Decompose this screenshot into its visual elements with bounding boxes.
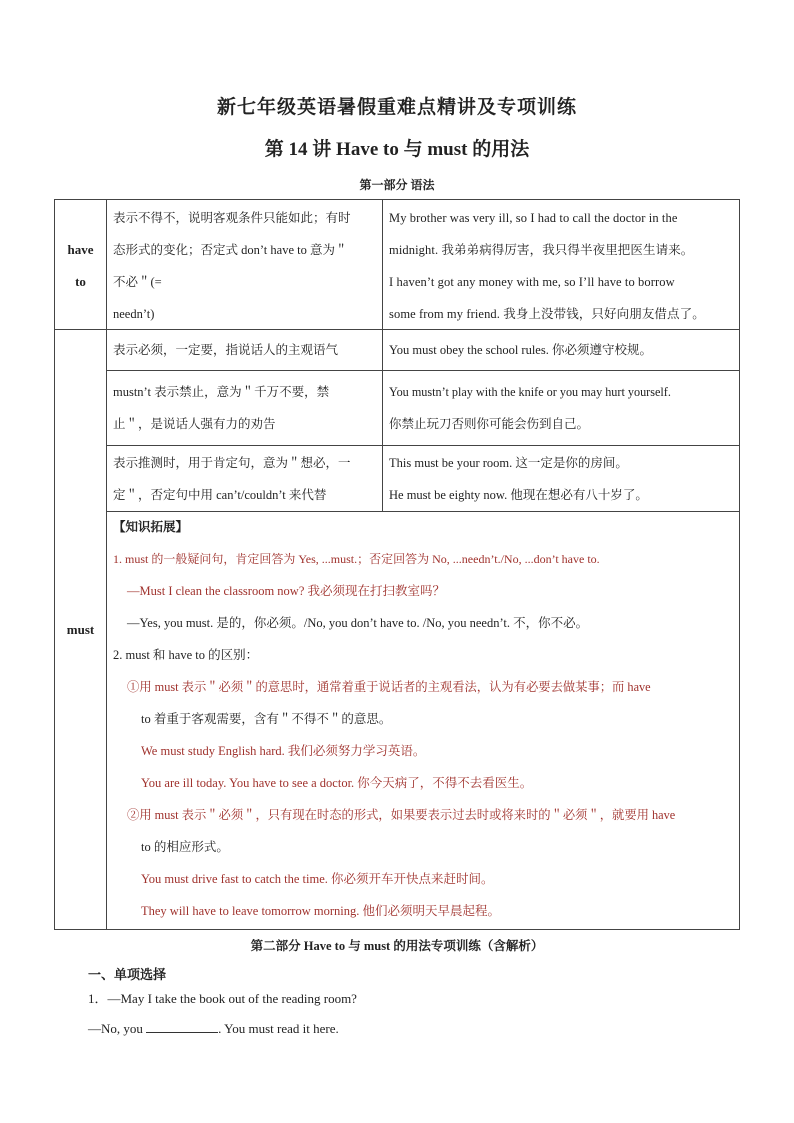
lesson-title: 第 14 讲 Have to 与 must 的用法 — [264, 139, 530, 160]
have-to-label — [55, 234, 106, 298]
must-row1-examples — [389, 334, 737, 366]
desc-line: needn’t) — [113, 307, 155, 321]
question-1-answer-line — [88, 1020, 339, 1037]
example-line: You must obey the school rules. 你必须遵守校规。 — [389, 343, 652, 357]
part1-heading: 第一部分 语法 — [359, 178, 435, 192]
must-label: must — [66, 622, 95, 637]
must-row3-examples — [389, 447, 737, 511]
extension-line: —Must I clean the classroom now? 我必须现在打扫教室吗？ — [127, 584, 446, 598]
answer-blank[interactable] — [146, 1020, 218, 1033]
extension-line: ①用 must 表示＂必须＂的意思时，通常着重于说话者的主观看法，认为有必要去做某事；而 have — [127, 680, 651, 694]
example-line: You mustn’t play with the knife or you may hurt yourself. — [389, 385, 671, 399]
desc-line: 表示推测时，用于肯定句，意为＂想必，一 — [113, 456, 351, 470]
have-to-description — [113, 202, 379, 330]
have-to-label-line1: have — [67, 242, 94, 257]
example-line: He must be eighty now. 他现在想必有八十岁了。 — [389, 488, 648, 502]
extension-line: You are ill today. You have to see a doctor. 你今天病了，不得不去看医生。 — [141, 776, 533, 790]
example-line: 你禁止玩刀否则你可能会伤到自己。 — [389, 417, 590, 431]
knowledge-extension — [113, 511, 737, 927]
section-heading: 一、单项选择 — [88, 967, 167, 982]
extension-line: We must study English hard. 我们必须努力学习英语。 — [141, 744, 426, 758]
have-to-label-line2: to — [75, 274, 86, 289]
extension-line: —Yes, you must. 是的，你必须。/No, you don’t have to. /No, you needn’t. 不，你不必。 — [127, 616, 589, 630]
desc-line: 表示必须，一定要，指说话人的主观语气 — [113, 343, 339, 357]
answer-suffix: . You must read it here. — [218, 1021, 339, 1036]
desc-line: 表示不得不，说明客观条件只能如此；有时 — [113, 211, 351, 225]
row-divider-must-2 — [106, 445, 739, 446]
example-line: My brother was very ill, so I had to call the doctor in the — [389, 211, 678, 225]
desc-line: 不必＂(= — [113, 275, 162, 289]
desc-line: 态形式的变化；否定式 don’t have to 意为＂ — [113, 243, 348, 257]
desc-line: 止＂，是说话人强有力的劝告 — [113, 417, 276, 431]
part2-heading: 第二部分 Have to 与 must 的用法专项训练（含解析） — [250, 939, 544, 953]
col-divider-1 — [106, 200, 107, 929]
question-1: 1．—May I take the book out of the reading room? — [88, 991, 357, 1006]
example-line: I haven’t got any money with me, so I’ll have to borrow — [389, 275, 675, 289]
extension-line: 1. must 的一般疑问句，肯定回答为 Yes, ...must.；否定回答为 No, ...needn’t./No, ...don’t have to. — [113, 552, 600, 566]
example-line: some from my friend. 我身上没带钱，只好向朋友借点了。 — [389, 307, 705, 321]
have-to-examples — [389, 202, 737, 330]
extension-heading: 【知识拓展】 — [113, 520, 189, 534]
must-row1-description — [113, 334, 379, 366]
answer-prefix: —No, you — [88, 1021, 147, 1036]
example-line: This must be your room. 这一定是你的房间。 — [389, 456, 628, 470]
extension-line: to 的相应形式。 — [141, 840, 229, 854]
extension-line: They will have to leave tomorrow morning. 他们必须明天早晨起程。 — [141, 904, 500, 918]
extension-line: to 着重于客观需要，含有＂不得不＂的意思。 — [141, 712, 392, 726]
extension-line: You must drive fast to catch the time. 你必须开车开快点来赶时间。 — [141, 872, 494, 886]
row-divider-must-1 — [106, 370, 739, 371]
example-line: midnight. 我弟弟病得厉害，我只得半夜里把医生请来。 — [389, 243, 694, 257]
col-divider-2 — [382, 200, 383, 511]
page-title: 新七年级英语暑假重难点精讲及专项训练 — [216, 97, 577, 118]
must-row2-examples — [389, 376, 737, 440]
desc-line: mustn’t 表示禁止，意为＂千万不要，禁 — [113, 385, 330, 399]
extension-line: 2. must 和 have to 的区别： — [113, 648, 259, 662]
must-row2-description — [113, 376, 379, 440]
extension-line: ②用 must 表示＂必须＂，只有现在时态的形式，如果要表示过去时或将来时的＂必须＂，就要用 have — [127, 808, 676, 822]
must-row3-description — [113, 447, 379, 511]
desc-line: 定＂，否定句中用 can’t/couldn’t 来代替 — [113, 488, 327, 502]
grammar-table — [54, 199, 740, 930]
